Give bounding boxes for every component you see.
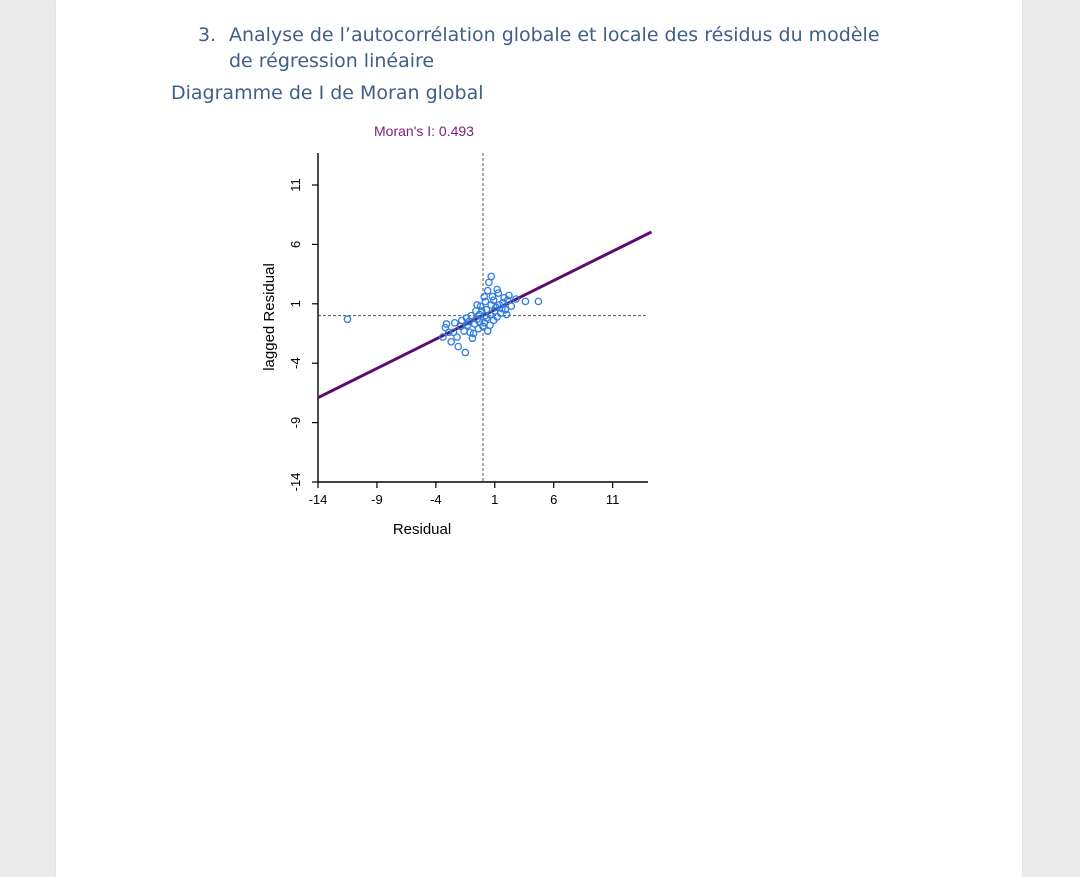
scatter-point <box>452 320 458 326</box>
x-tick-label: 6 <box>550 492 558 507</box>
x-tick-label: -9 <box>371 492 383 507</box>
y-tick-label: 1 <box>288 300 303 308</box>
section-number: 3. <box>198 24 217 46</box>
x-tick-label: -4 <box>430 492 442 507</box>
y-tick-label: 6 <box>288 240 303 249</box>
moran-scatter-chart <box>196 115 620 555</box>
x-tick-label: 11 <box>605 492 620 507</box>
document-page <box>56 0 1022 877</box>
scatter-point <box>344 316 350 322</box>
scatter-point <box>448 339 454 345</box>
scatter-point <box>508 303 514 309</box>
scatter-point <box>522 298 528 304</box>
scatter-point <box>535 298 541 304</box>
scatter-point <box>455 343 461 349</box>
x-tick-label: 1 <box>491 492 499 507</box>
y-axis-label: lagged Residual <box>261 263 278 371</box>
y-tick-label: 11 <box>288 178 303 192</box>
section-title: Analyse de l’autocorrélation globale et locale des résidus du modèle de régression linéaire <box>229 24 880 72</box>
scatter-point <box>488 273 494 279</box>
x-axis-label: Residual <box>392 521 452 538</box>
y-tick-label: -4 <box>288 357 303 369</box>
y-tick-label: -14 <box>288 472 303 492</box>
y-tick-label: -9 <box>288 416 303 429</box>
x-tick-label: -14 <box>308 492 328 507</box>
scatter-point <box>462 349 468 355</box>
figure-caption: Diagramme de I de Moran global <box>171 82 484 104</box>
scatter-point <box>487 322 493 328</box>
scatter-point <box>454 334 460 340</box>
scatter-point <box>485 288 491 294</box>
chart-title: Moran's I: 0.493 <box>374 123 474 139</box>
moran-scatter-figure <box>196 115 620 555</box>
